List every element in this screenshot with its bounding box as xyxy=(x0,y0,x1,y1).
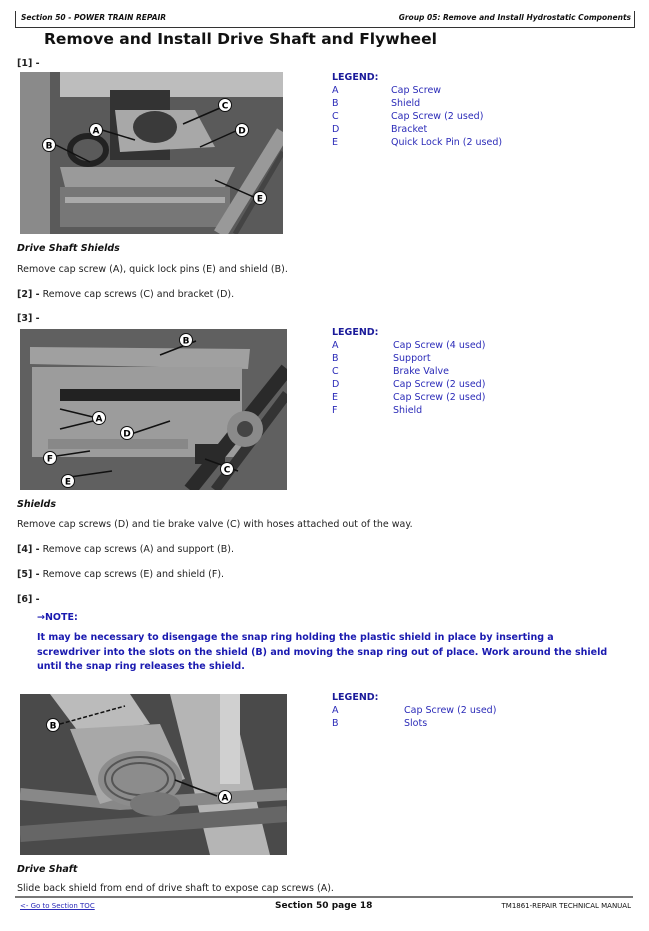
legend-step-3 xyxy=(332,326,485,417)
page-number: Section 50 page 18 xyxy=(275,901,373,911)
legend-row: D Bracket xyxy=(332,124,428,135)
legend-step-1 xyxy=(332,71,502,149)
callout-b: B xyxy=(49,721,57,732)
legend-row: E Quick Lock Pin (2 used) xyxy=(332,137,503,148)
step-6-text: Slide back shield from end of drive shaft to expose cap screws (A). xyxy=(17,883,334,894)
note-line: It may be necessary to disengage the snap ring holding the plastic shield in place by inserting a xyxy=(37,632,554,643)
note-line: until the snap ring releases the shield. xyxy=(37,661,245,672)
legend-step-6 xyxy=(332,691,496,730)
step-1-text: Remove cap screw (A), quick lock pins (E) and shield (B). xyxy=(17,264,288,275)
legend-row: A Cap Screw (2 used) xyxy=(332,705,497,716)
page-header xyxy=(15,11,635,28)
section-title: Section 50 - POWER TRAIN REPAIR xyxy=(21,13,167,22)
go-to-section-toc-link[interactable]: <- Go to Section TOC xyxy=(20,902,95,910)
step-6-label: [6] - xyxy=(17,594,40,605)
callout-a: A xyxy=(95,414,103,425)
legend-row: E Cap Screw (2 used) xyxy=(332,392,486,403)
legend-row: C Cap Screw (2 used) xyxy=(332,111,484,122)
figure-shields xyxy=(20,329,287,490)
callout-f: F xyxy=(46,454,54,465)
callout-d: D xyxy=(238,126,246,137)
manual-title: TM1861-REPAIR TECHNICAL MANUAL xyxy=(501,902,631,910)
callout-a: A xyxy=(92,126,100,137)
step-5: [5] - Remove cap screws (E) and shield (F). xyxy=(17,569,225,580)
legend-row: F Shield xyxy=(332,405,423,416)
legend-row: D Cap Screw (2 used) xyxy=(332,379,486,390)
callout-c: C xyxy=(221,101,229,112)
step-2: [2] - Remove cap screws (C) and bracket (D). xyxy=(17,289,235,300)
legend-row: B Shield xyxy=(332,98,421,109)
figure-drive-shaft-shields xyxy=(20,72,283,234)
figure-caption: Shields xyxy=(17,499,57,510)
step-4: [4] - Remove cap screws (A) and support (B). xyxy=(17,544,234,555)
callout-e: E xyxy=(64,477,72,488)
callout-b: B xyxy=(182,336,190,347)
figure-drive-shaft xyxy=(20,694,287,855)
note-title: →NOTE: xyxy=(37,612,78,623)
callout-e: E xyxy=(256,194,264,205)
callout-d: D xyxy=(123,429,131,440)
legend-row: A Cap Screw (4 used) xyxy=(332,340,486,351)
legend-title: LEGEND: xyxy=(332,72,379,83)
note-body xyxy=(37,631,627,675)
page-title: Remove and Install Drive Shaft and Flywheel xyxy=(44,30,437,48)
legend-title: LEGEND: xyxy=(332,692,379,703)
figure-caption: Drive Shaft Shields xyxy=(17,243,120,254)
callout-c: C xyxy=(223,465,231,476)
step-3-text: Remove cap screws (D) and tie brake valve (C) with hoses attached out of the way. xyxy=(17,519,413,530)
legend-row: B Support xyxy=(332,353,431,364)
step-3-label: [3] - xyxy=(17,313,40,324)
figure-caption: Drive Shaft xyxy=(17,864,78,875)
legend-title: LEGEND: xyxy=(332,327,379,338)
step-1-label: [1] - xyxy=(17,58,40,69)
callout-b: B xyxy=(45,141,53,152)
legend-row: B Slots xyxy=(332,718,428,729)
legend-row: A Cap Screw xyxy=(332,85,442,96)
callout-a: A xyxy=(221,793,229,804)
group-title: Group 05: Remove and Install Hydrostatic Components xyxy=(398,13,631,22)
note-line: screwdriver into the slots on the shield (B) and moving the snap ring out of place. Work around the shield xyxy=(37,646,608,658)
footer-divider xyxy=(15,896,633,898)
legend-row: C Brake Valve xyxy=(332,366,449,377)
